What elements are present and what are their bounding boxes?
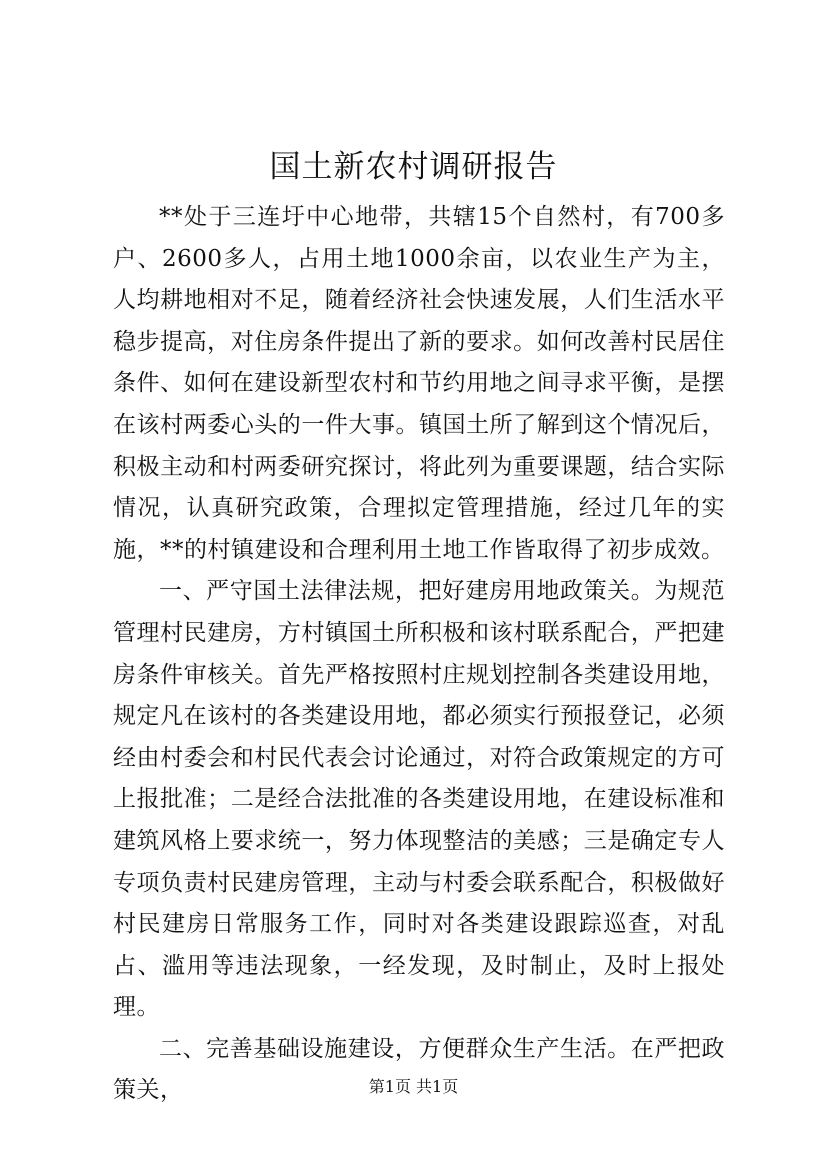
document-body	[113, 197, 725, 1112]
paragraph-intro: **处于三连圩中心地带，共辖15个自然村，有700多户、2600多人，占用土地1000余亩，以农业生产为主，人均耕地相对不足，随着经济社会快速发展，人们生活水平稳步提高，对住房条件提出了新的要求。如何改善村民居住条件、如何在建设新型农村和节约用地之间寻求平衡，是摆在该村两委心头的一件大事。镇国土所了解到这个情况后，积极主动和村两委研究探讨，将此列为重要课题，结合实际情况，认真研究政策，合理拟定管理措施，经过几年的实施，**的村镇建设和合理利用土地工作皆取得了初步成效。	[113, 204, 725, 563]
document-title: 国土新农村调研报告	[269, 149, 558, 185]
page-footer	[0, 1076, 827, 1098]
paragraph-section-one: 一、严守国土法律法规，把好建房用地政策关。为规范管理村民建房，方村镇国土所积极和该村联系配合，严把建房条件审核关。首先严格按照村庄规划控制各类建设用地，规定凡在该村的各类建设用地，都必须实行预报登记，必须经由村委会和村民代表会讨论通过，对符合政策规定的方可上报批准；二是经合法批准的各类建设用地，在建设标准和建筑风格上要求统一，努力体现整洁的美感；三是确定专人专项负责村民建房管理，主动与村委会联系配合，积极做好村民建房日常服务工作，同时对各类建设跟踪巡查，对乱占、滥用等违法现象，一经发现，及时制止，及时上报处理。	[113, 578, 725, 1021]
paragraph-section-two: 二、完善基础设施建设，方便群众生产生活。在严把政策关，	[113, 1035, 725, 1104]
page-number-label: 第1页 共1页	[368, 1077, 459, 1096]
